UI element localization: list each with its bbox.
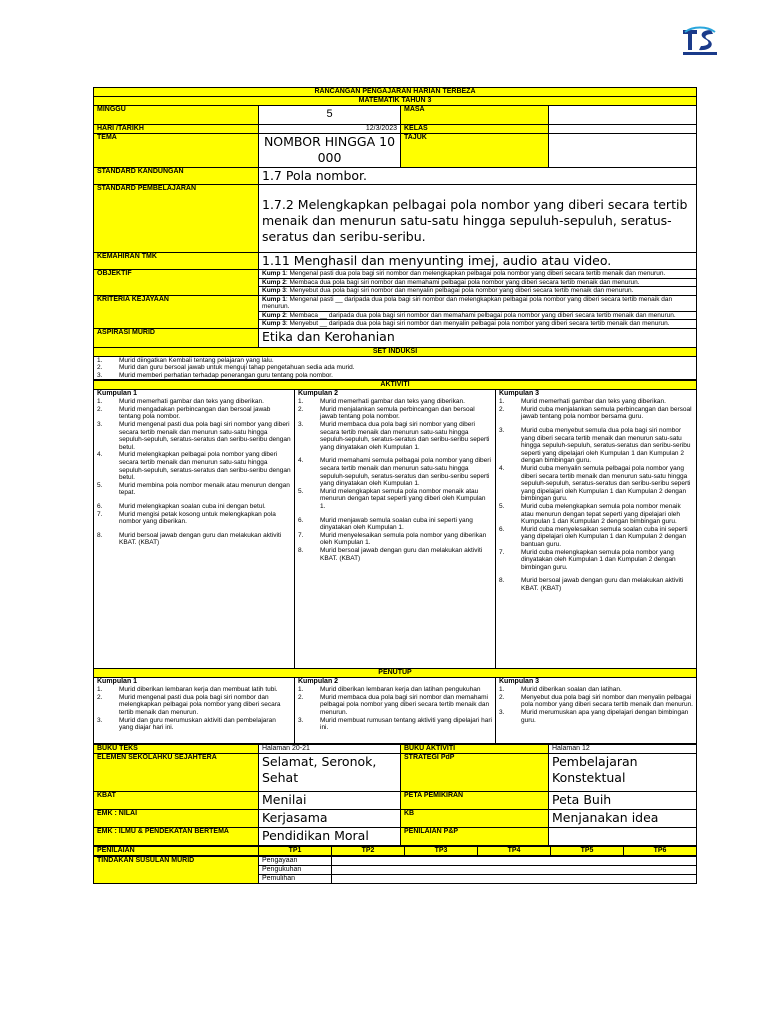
activity-item: 6. Murid melengkapkan soalan cuba ini dengan betul.	[97, 503, 266, 510]
elemen-label: ELEMEN SEKOLAHKU SEJAHTERA	[94, 754, 259, 792]
aktiviti-title: AKTIVITI	[94, 381, 697, 390]
group-name: Kumpulan 1	[97, 678, 138, 686]
activity-item: 5. Murid cuba melengkapkan semula pola nombor menaik atau menurun dengan tepat seperti yang dipelajari oleh Kumpulan 1 dan Kumpulan 2 dengan bimbingan guru.	[499, 503, 681, 526]
penutup-item: 2. Menyebut dua pola bagi siri nombor dan menyalin pelbagai pola nombor yang diberi secara tertib menaik dan menurun.	[499, 693, 693, 709]
activity-item: 3. Murid cuba menyebut semula dua pola bagi siri nombor yang diberi secara tertib menaik dan menurun satu-satu hingga sepuluh-sepuluh, seratus-seratus dan seribu-seribu seperti yang dipelajari oleh Kumpulan 1 dan Kumpulan 2 dengan bimbingan guru.	[499, 427, 691, 465]
tindakan-label: TINDAKAN SUSULAN MURID	[94, 857, 259, 884]
hari-label: HARI /TARIKH	[94, 125, 259, 134]
penutup-group-2	[295, 678, 496, 744]
group-name: Kumpulan 1	[97, 390, 138, 398]
strategi-value[interactable]: Pembelajaran Konstektual	[549, 754, 697, 792]
kriteria-item: Kump 1: Mengenal pasti __ daripada dua pola bagi siri nombor dan melengkapkan pelbagai pola nombor yang diberi secara tertib menaik dan menurun.	[259, 296, 696, 312]
activity-item: 6. Murid menjawab semula soalan cuba ini seperti yang dinyatakan oleh Kumpulan 1.	[298, 516, 473, 532]
ilmu-label: EMK : ILMU & PENDEKATAN BERTEMA	[94, 828, 259, 846]
tp2-cell[interactable]: TP2	[332, 847, 405, 856]
tp1-cell[interactable]: TP1	[259, 847, 332, 856]
group-name: Kumpulan 3	[499, 678, 540, 686]
activity-item: 5. Murid melengkapkan semula pola nombor menaik atau menurun dengan tepat seperti yang diberi oleh Kumpulan 1.	[298, 487, 486, 510]
footer-table	[93, 744, 697, 846]
kriteria-list	[259, 295, 697, 328]
aktiviti-group-3	[496, 390, 697, 669]
penutup-item: 1. Murid diberikan soalan dan latihan.	[499, 686, 622, 694]
group-name: Kumpulan 3	[499, 390, 540, 398]
tema-label: TEMA	[94, 134, 259, 168]
activity-item: 4. Murid melengkapkan pelbagai pola nombor yang diberi secara tertib menaik dan menurun satu-satu hingga sepuluh-sepuluh, seratus-seratus dan seribu-seribu dengan betul.	[97, 451, 291, 482]
group-name: Kumpulan 2	[298, 390, 339, 398]
plan-subject: MATEMATIK TAHUN 3	[94, 97, 697, 106]
objektif-item: Kump 1: Mengenal pasti dua pola bagi siri nombor dan melengkapkan pelbagai pola nombor yang diberi secara tertib menaik dan menurun.	[259, 270, 696, 279]
activity-item: 2. Murid mengadakan perbincangan dan bersoal jawab tentang pola nombor.	[97, 405, 271, 421]
aktiviti-group-1	[94, 390, 295, 669]
penutup-item: 2. Murid membaca dua pola bagi siri nombor dan memahami pelbagai pola nombor yang diberi secara tertib menaik dan menurun.	[298, 693, 490, 717]
kbat-value[interactable]: Menilai	[259, 792, 401, 810]
aspirasi-value[interactable]: Etika dan Kerohanian	[259, 328, 697, 347]
hari-value[interactable]: 12/3/2023	[259, 125, 401, 134]
kelas-label: KELAS	[401, 125, 549, 134]
activity-item: 5. Murid membina pola nombor menaik atau menurun dengan tepat.	[97, 481, 290, 497]
activity-item: 1. Murid memerhati gambar dan teks yang diberikan.	[499, 398, 666, 406]
tajuk-value[interactable]	[549, 134, 697, 168]
kelas-value[interactable]	[549, 125, 697, 134]
kriteria-label: KRITERIA KEJAYAAN	[94, 295, 259, 328]
activity-item: 4. Murid memahami semula pelbagai pola nombor yang diberi secara tertib menaik dan menurun satu-satu hingga sepuluh-sepuluh, seratus-seratus dan seribu-seribu seperti yang dinyatakan oleh Kumpulan 1.	[298, 457, 491, 488]
activity-item: 7. Murid menyelesaikan semula pola nombor yang diberikan oleh Kumpulan 1.	[298, 531, 487, 547]
objektif-list	[259, 270, 697, 296]
aktiviti-group-2	[295, 390, 496, 669]
activity-item: 1. Murid memerhati gambar dan teks yang diberikan.	[298, 398, 465, 406]
aspirasi-label: ASPIRASI MURID	[94, 328, 259, 347]
kbat-label: KBAT	[94, 792, 259, 810]
tmk-label: KEMAHIRAN TMK	[94, 253, 259, 270]
aktiviti-table	[93, 380, 697, 744]
masa-value[interactable]	[549, 106, 697, 125]
activity-item: 8. Murid bersoal jawab dengan guru dan melakukan aktiviti KBAT. (KBAT)	[499, 577, 684, 592]
tindakan-table	[93, 856, 697, 884]
kb-value[interactable]: Menjanakan idea	[549, 810, 697, 828]
peta-label: PETA PEMIKIRAN	[401, 792, 549, 810]
induksi-item: 1. Murid diingatkan Kembali tentang pelajaran yang lalu.	[97, 356, 274, 364]
pengukuhan-label: Pengukuhan	[259, 866, 332, 875]
penutup-item: 1. Murid diberikan lembaran kerja dan latihan pengukuhan	[298, 686, 481, 694]
activity-item: 2. Murid menjalankan semula perbincangan dan bersoal jawab tentang pola nombor.	[298, 405, 475, 421]
tmk-value[interactable]: 1.11 Menghasil dan menyunting imej, audio atau video.	[259, 253, 697, 270]
pemulihan-label: Pemulihan	[259, 875, 332, 884]
activity-item: 3. Murid membaca dua pola bagi siri nombor yang diberi secara tertib menaik dan menurun satu-satu hingga sepuluh-sepuluh, seratus-seratus dan seribu-seribu seperti yang dinyatakan oleh Kumpulan 1.	[298, 421, 490, 451]
pengayaan-label: Pengayaan	[259, 857, 332, 866]
plan-title: RANCANGAN PENGAJARAN HARIAN TERBEZA	[94, 88, 697, 97]
sp-label: STANDARD PEMBELAJARAN	[94, 185, 259, 253]
emk-value[interactable]: Kerjasama	[259, 810, 401, 828]
kb-label: KB	[401, 810, 549, 828]
kriteria-item: Kump 3: Menyebut __ daripada dua pola bagi siri nombor dan menyalin pelbagai pola nombor yang diberi secara tertib menaik dan menurun.	[262, 320, 670, 327]
activity-item: 3. Murid mengenal pasti dua pola bagi siri nombor yang diberi secara tertib menaik dan menurun satu-satu hingga sepuluh-sepuluh, seratus-seratus dan seribu-seribu dengan betul.	[97, 421, 291, 451]
buku-aktiviti-label: BUKU AKTIVITI	[401, 745, 549, 754]
induksi-item: 3. Murid memberi perhatian terhadap penerangan guru tentang pola nombor.	[97, 371, 333, 379]
penilaian-pp-value[interactable]	[549, 828, 697, 846]
penutup-group-1	[94, 678, 295, 744]
activity-item: 1. Murid memerhati gambar dan teks yang diberikan.	[97, 398, 264, 406]
penutup-title: PENUTUP	[94, 669, 697, 678]
pengayaan-value[interactable]	[332, 857, 697, 866]
tajuk-label: TAJUK	[401, 134, 549, 168]
lesson-plan-sheet	[93, 87, 696, 884]
pengukuhan-value[interactable]	[332, 866, 697, 875]
lesson-plan-table	[93, 87, 697, 380]
buku-teks-label: BUKU TEKS	[94, 745, 259, 754]
sk-label: STANDARD KANDUNGAN	[94, 168, 259, 185]
school-logo	[679, 24, 721, 58]
activity-item: 7. Murid mengisi petak kosong untuk melengkapkan pola nombor yang diberikan.	[97, 510, 276, 526]
pemulihan-value[interactable]	[332, 875, 697, 884]
activity-item: 6. Murid cuba menyelesaikan semula soalan cuba ini seperti yang dipelajari oleh Kumpulan 1 dan Kumpulan 2 dengan bantuan guru.	[499, 525, 688, 548]
elemen-value[interactable]: Selamat, Seronok, Sehat	[259, 754, 401, 792]
peta-value[interactable]: Peta Buih	[549, 792, 697, 810]
strategi-label: STRATEGI PdP	[401, 754, 549, 792]
minggu-value[interactable]: 5	[259, 106, 401, 125]
tp3-cell[interactable]: TP3	[405, 847, 478, 856]
kriteria-item: Kump 2: Membaca __ daripada dua pola bagi siri nombor dan memahami pelbagai pola nombor yang diberi secara tertib menaik dan menurun.	[259, 312, 696, 321]
tp4-cell[interactable]: TP4	[478, 847, 551, 856]
penilaian-pp-label: PENILAIAN P&P	[401, 828, 549, 846]
tp5-cell[interactable]: TP5	[551, 847, 624, 856]
buku-teks-value[interactable]: Halaman 20-21	[259, 745, 401, 754]
activity-item: 8. Murid bersoal jawab dengan guru dan melakukan aktiviti KBAT. (KBAT)	[298, 546, 483, 562]
penutup-item: 2. Murid mengenal pasti dua pola bagi siri nombor dan melengkapkan pelbagai pola nombor yang diberi secara tertib menaik dan menurun.	[97, 693, 281, 717]
penilaian-table	[93, 846, 697, 856]
induksi-title: SET INDUKSI	[94, 347, 697, 356]
group-name: Kumpulan 2	[298, 678, 339, 686]
objektif-item: Kump 2: Membaca dua pola bagi siri nombor dan memahami pelbagai pola nombor yang diberi secara tertib menaik dan menurun.	[259, 279, 696, 288]
activity-item: 2. Murid cuba menjalankan semula perbincangan dan bersoal jawab tentang pola nombor bersama guru.	[499, 405, 692, 421]
penutup-item: 3. Murid membuat rumusan tentang aktiviti yang dipelajari hari ini.	[298, 716, 492, 732]
penutup-item: 3. Murid dan guru merumuskan aktiviti dan pembelajaran yang diajar hari ini.	[97, 716, 276, 732]
emk-label: EMK : NILAI	[94, 810, 259, 828]
induksi-list	[94, 356, 697, 380]
penutup-group-3	[496, 678, 697, 744]
penutup-item: 1. Murid diberikan lembaran kerja dan membuat latih tubi.	[97, 686, 278, 694]
tema-value[interactable]: NOMBOR HINGGA 10 000	[259, 134, 401, 168]
buku-aktiviti-value[interactable]: Halaman 12	[549, 745, 697, 754]
minggu-label: MINGGU	[94, 106, 259, 125]
sp-value[interactable]: 1.7.2 Melengkapkan pelbagai pola nombor yang diberi secara tertib menaik dan menurun satu-satu hingga sepuluh-sepuluh, seratus-seratus dan seribu-seribu.	[259, 185, 697, 253]
activity-item: 8. Murid bersoal jawab dengan guru dan melakukan aktiviti KBAT. (KBAT)	[97, 531, 282, 547]
objektif-item: Kump 3: Menyebut dua pola bagi siri nombor dan menyalin pelbagai pola nombor yang diberi secara tertib menaik dan menurun.	[262, 287, 634, 294]
tp6-cell[interactable]: TP6	[624, 847, 697, 856]
induksi-item: 2. Murid dan guru bersoal jawab untuk menguji tahap pengetahuan sedia ada murid.	[97, 364, 355, 372]
activity-item: 7. Murid cuba melengkapkan semula pola nombor yang dinyatakan oleh Kumpulan 1 dan Kumpulan 2 dengan bimbingan guru.	[499, 548, 676, 571]
activity-item: 4. Murid cuba menyalin semula pelbagai pola nombor yang diberi secara tertib menaik dan menurun satu-satu hingga sepuluh-sepuluh, seratus-seratus dan seribu-seribu seperti yang dipelajari oleh Kumpulan 1 dan Kumpulan 2 dengan bimbingan guru.	[499, 465, 691, 503]
ilmu-value[interactable]: Pendidikan Moral	[259, 828, 401, 846]
penutup-item: 3. Murid merumuskan apa yang dipelajari dengan bimbingan guru.	[499, 709, 689, 724]
masa-label: MASA	[401, 106, 549, 125]
objektif-label: OBJEKTIF	[94, 270, 259, 296]
sk-value[interactable]: 1.7 Pola nombor.	[259, 168, 697, 185]
penilaian-label: PENILAIAN	[94, 847, 259, 856]
